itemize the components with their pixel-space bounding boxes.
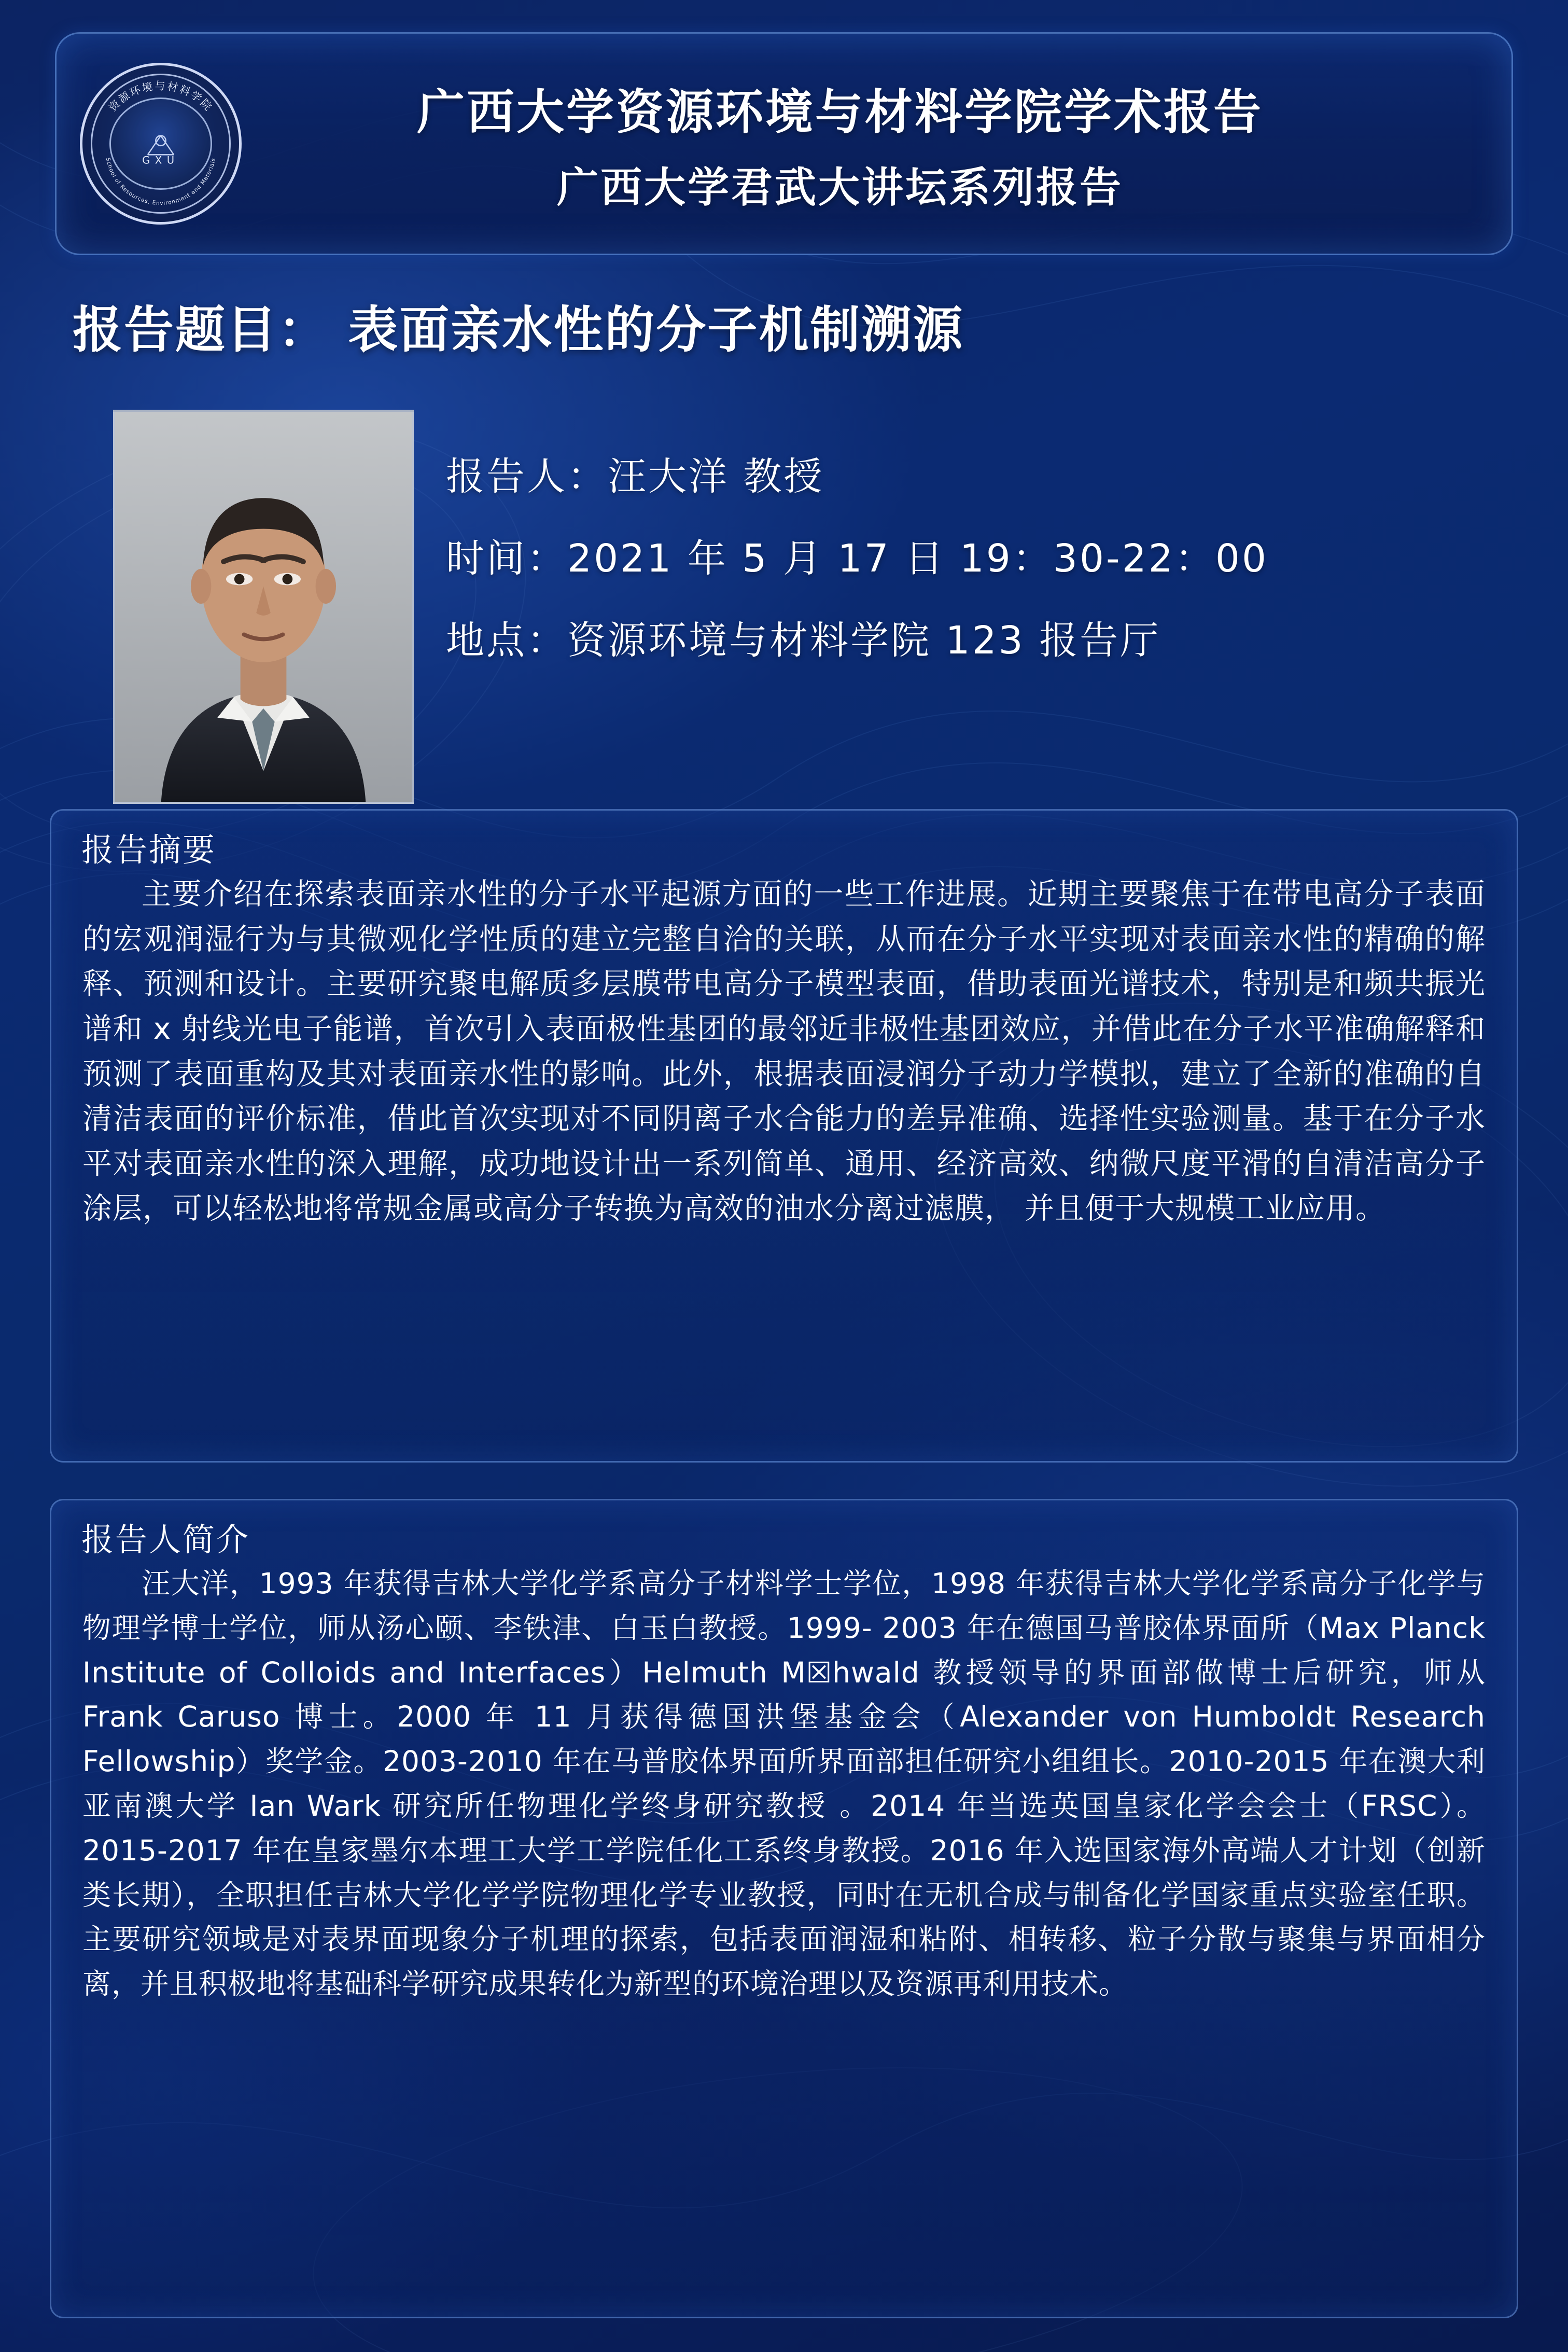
header-title-group bbox=[246, 74, 1511, 214]
talk-title: 报告题目： 表面亲水性的分子机制溯源 bbox=[73, 301, 964, 359]
bio-panel bbox=[50, 1499, 1518, 2318]
header-banner bbox=[55, 32, 1513, 255]
abstract-panel bbox=[50, 809, 1518, 1463]
speaker-line: 报告人：汪大洋 教授 bbox=[446, 454, 824, 499]
university-logo bbox=[75, 58, 246, 229]
header-title-line-2: 广西大学君武大讲坛系列报告 bbox=[557, 163, 1123, 212]
bio-body: 汪大洋，1993 年获得吉林大学化学系高分子材料学士学位，1998 年获得吉林大学化学系高分子化学与物理学博士学位，师从汤心颐、李铁津、白玉白教授。1999- 2003 年在德国马普胶体界面所（Max Planck Institute of Colloids and Interfaces）Helmuth M☒hwald 教授领导的界面部做博士后研究，师从 Frank Caruso 博士。2000 年 11 月获得德国洪堡基金会（Alexander von Humboldt Research Fellowship）奖学金。2003-2010 年在马普胶体界面所界面部担任研究小组组长。2010-2015 年在澳大利亚南澳大学 Ian Wark 研究所任物理化学终身研究教授 。2014 年当选英国皇家化学会会士（FRSC）。2015-2017 年在皇家墨尔本理工大学工学院任化工系终身教授。2016 年入选国家海外高端人才计划（创新类长期），全职担任吉林大学化学学院物理化学专业教授，同时在无机合成与制备化学国家重点实验室任职。主要研究领域是对表界面现象分子机理的探索，包括表面润湿和粘附、相转移、粒子分散与聚集与界面相分离，并且积极地将基础科学研究成果转化为新型的环境治理以及资源再利用技术。 bbox=[82, 1567, 1486, 2001]
svg-text:资源环境与材料学院 bbox=[106, 79, 215, 114]
place-line: 地点：资源环境与材料学院 123 报告厅 bbox=[446, 618, 1161, 663]
logo-letters: GXU bbox=[142, 154, 179, 166]
header-title-line-1: 广西大学资源环境与材料学院学术报告 bbox=[416, 84, 1263, 140]
logo-en-text: School of Resources, Environment and Materials bbox=[104, 157, 217, 207]
logo-cn-text: 资源环境与材料学院 bbox=[106, 79, 216, 114]
logo-arc-text bbox=[82, 65, 239, 222]
talk-meta bbox=[446, 446, 1514, 665]
logo-emblem-icon bbox=[80, 63, 242, 225]
bio-heading: 报告人简介 bbox=[81, 1521, 250, 1558]
abstract-heading: 报告摘要 bbox=[81, 831, 217, 869]
time-line: 时间：2021 年 5 月 17 日 19：30-22：00 bbox=[446, 536, 1269, 581]
abstract-body: 主要介绍在探索表面亲水性的分子水平起源方面的一些工作进展。近期主要聚焦于在带电高分子表面的宏观润湿行为与其微观化学性质的建立完整自洽的关联，从而在分子水平实现对表面亲水性的精确的解释、预测和设计。主要研究聚电解质多层膜带电高分子模型表面，借助表面光谱技术，特别是和频共振光谱和 x 射线光电子能谱，首次引入表面极性基团的最邻近非极性基团效应，并借此在分子水平准确解释和预测了表面重构及其对表面亲水性的影响。此外，根据表面浸润分子动力学模拟，建立了全新的准确的自清洁表面的评价标准，借此首次实现对不同阴离子水合能力的差异准确、选择性实验测量。基于在分子水平对表面亲水性的深入理解，成功地设计出一系列简单、通用、经济高效、纳微尺度平滑的自清洁高分子涂层，可以轻松地将常规金属或高分子转换为高效的油水分离过滤膜， 并且便于大规模工业应用。 bbox=[82, 877, 1486, 1226]
speaker-photo bbox=[113, 410, 414, 804]
